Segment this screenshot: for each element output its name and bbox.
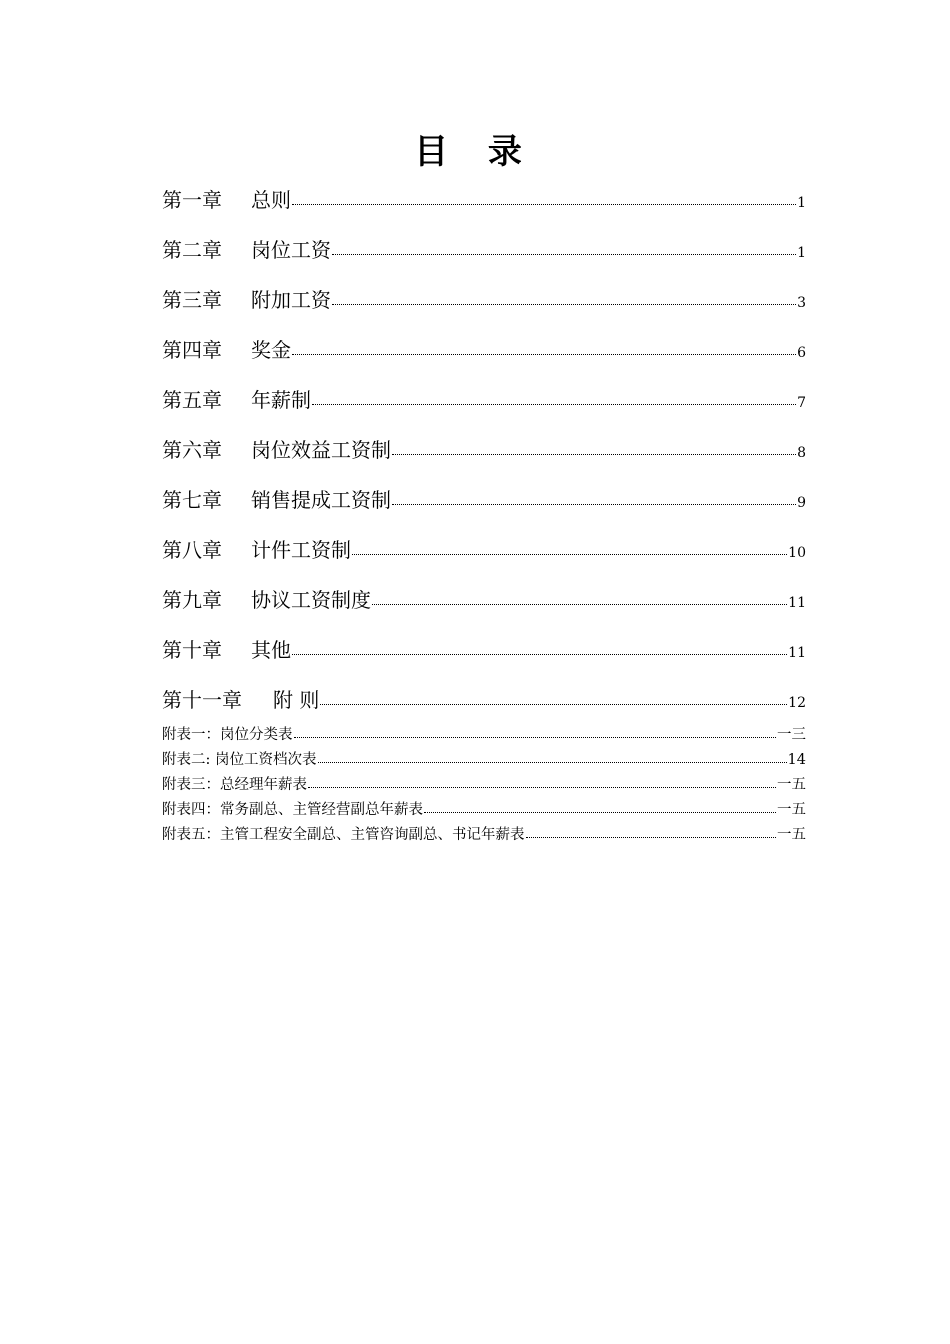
chapter-number: 第三章 — [162, 288, 222, 312]
dot-leader — [312, 404, 796, 405]
toc-entry-appendix-3[interactable] — [162, 774, 806, 799]
chapter-title: 附 则 — [273, 688, 320, 712]
chapter-number: 第八章 — [162, 538, 222, 562]
toc-entry-chapter-2[interactable] — [162, 232, 806, 282]
appendix-title: 附表四：常务副总、主管经营副总年薪表 — [162, 802, 423, 818]
chapter-title: 计件工资制 — [251, 538, 351, 562]
toc-entry-chapter-3[interactable] — [162, 282, 806, 332]
page-number: 11 — [788, 645, 806, 661]
page-number: 14 — [787, 752, 806, 768]
chapter-title: 销售提成工资制 — [251, 488, 391, 512]
chapter-title: 附加工资 — [251, 288, 331, 312]
toc-entry-chapter-10[interactable] — [162, 632, 806, 682]
dot-leader — [526, 837, 777, 838]
dot-leader — [332, 254, 796, 255]
toc-entry-chapter-7[interactable] — [162, 482, 806, 532]
toc-entry-chapter-9[interactable] — [162, 582, 806, 632]
toc-entry-chapter-1[interactable] — [162, 182, 806, 232]
toc-title: 目 录 — [414, 132, 536, 172]
chapter-number: 第九章 — [162, 588, 222, 612]
page-number: 一五 — [777, 802, 806, 818]
page-number: 1 — [797, 195, 806, 211]
page-number: 9 — [797, 495, 806, 511]
chapter-title: 岗位效益工资制 — [251, 438, 391, 462]
appendix-title: 附表五：主管工程安全副总、主管咨询副总、书记年薪表 — [162, 827, 525, 843]
dot-leader — [294, 737, 777, 738]
toc-entry-appendix-2[interactable] — [162, 749, 806, 774]
page-number: 3 — [797, 295, 806, 311]
toc-entry-chapter-8[interactable] — [162, 532, 806, 582]
chapter-title: 其他 — [251, 638, 291, 662]
page-number: 一五 — [777, 827, 806, 843]
dot-leader — [318, 762, 787, 763]
page-number: 一五 — [777, 777, 806, 793]
dot-leader — [320, 704, 787, 705]
chapter-number: 第四章 — [162, 338, 222, 362]
page-number: 8 — [797, 445, 806, 461]
chapter-number: 第七章 — [162, 488, 222, 512]
toc-entry-appendix-5[interactable] — [162, 824, 806, 849]
appendix-title: 附表一：岗位分类表 — [162, 727, 293, 743]
chapter-title: 奖金 — [251, 338, 291, 362]
toc-entry-chapter-6[interactable] — [162, 432, 806, 482]
dot-leader — [392, 454, 796, 455]
dot-leader — [292, 354, 796, 355]
chapter-number: 第十章 — [162, 638, 222, 662]
page-number: 12 — [788, 695, 806, 711]
chapter-title: 协议工资制度 — [251, 588, 371, 612]
page-number: 一三 — [777, 727, 806, 743]
page-number: 10 — [788, 545, 806, 561]
page-number: 7 — [797, 395, 806, 411]
page-number: 1 — [797, 245, 806, 261]
toc-entry-chapter-5[interactable] — [162, 382, 806, 432]
toc-entry-appendix-4[interactable] — [162, 799, 806, 824]
chapter-title: 总则 — [251, 188, 291, 212]
toc-appendix-list — [162, 724, 806, 849]
dot-leader — [424, 812, 776, 813]
dot-leader — [372, 604, 787, 605]
toc-entry-chapter-4[interactable] — [162, 332, 806, 382]
chapter-number: 第一章 — [162, 188, 222, 212]
appendix-title: 附表二: 岗位工资档次表 — [162, 752, 317, 768]
dot-leader — [292, 204, 796, 205]
dot-leader — [352, 554, 787, 555]
chapter-number: 第二章 — [162, 238, 222, 262]
dot-leader — [308, 787, 776, 788]
chapter-number: 第十一章 — [162, 688, 242, 712]
page-number: 6 — [797, 345, 806, 361]
chapter-number: 第六章 — [162, 438, 222, 462]
toc-entry-appendix-1[interactable] — [162, 724, 806, 749]
appendix-title: 附表三：总经理年薪表 — [162, 777, 307, 793]
dot-leader — [332, 304, 796, 305]
toc-chapter-list — [162, 182, 806, 732]
dot-leader — [392, 504, 796, 505]
page-number: 11 — [788, 595, 806, 611]
dot-leader — [292, 654, 787, 655]
chapter-title: 岗位工资 — [251, 238, 331, 262]
chapter-title: 年薪制 — [251, 388, 311, 412]
chapter-number: 第五章 — [162, 388, 222, 412]
